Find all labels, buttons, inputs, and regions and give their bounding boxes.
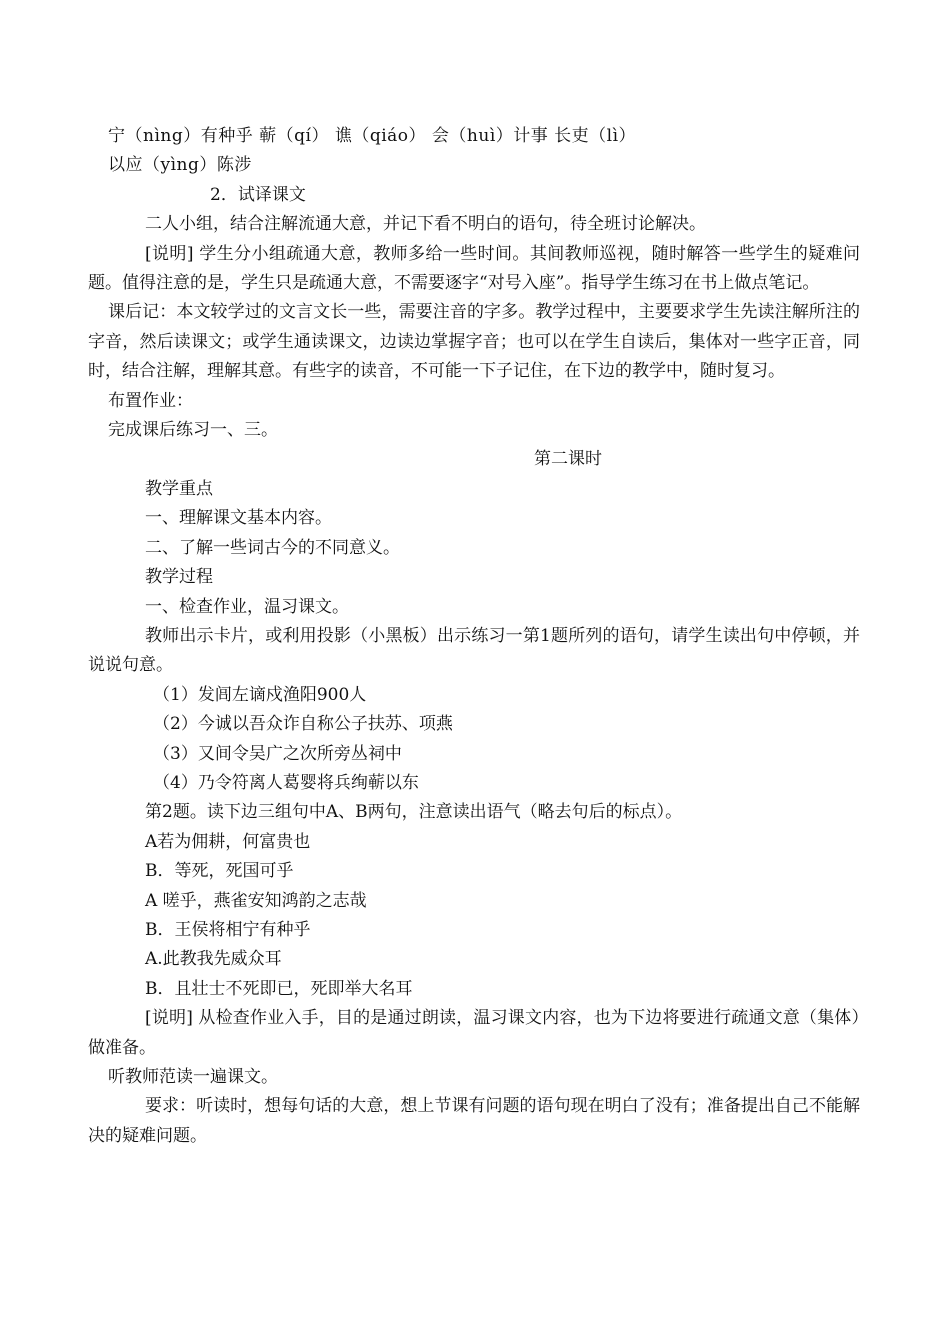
sentence-item-1: （1）发闾左谪戍渔阳900人 (153, 684, 367, 705)
sentence-pair-2b: B．王侯将相宁有种乎 (145, 919, 311, 940)
sentence-pair-2a: A 嗟乎，燕雀安知鸿韵之志哉 (145, 890, 367, 911)
lesson-title: 第二课时 (534, 449, 602, 470)
paragraph-exercise-1: 教师出示卡片，或利用投影（小黑板）出示练习一第1题所列的语句，请学生读出句中停顿，并说说句意。 (88, 625, 860, 676)
section-heading-translate: 2．试译课文 (210, 184, 306, 205)
sentence-item-3: （3）又间令吴广之次所旁丛祠中 (153, 743, 402, 764)
paragraph-requirements: 要求：听读时，想每句话的大意，想上节课有问题的语句现在明白了没有；准备提出自己不能解决的疑难问题。 (88, 1096, 860, 1146)
teaching-process-step-1: 一、检查作业，温习课文。 (145, 596, 349, 617)
sentence-item-4: （4）乃令符离人葛婴将兵绚蕲以东 (153, 772, 419, 793)
sentence-pair-1b: B．等死，死国可乎 (145, 861, 294, 882)
paragraph-note-2: [说明] 从检查作业入手，目的是通过朗读，温习课文内容，也为下边将要进行疏通文意（集体）做准备。 (88, 1008, 860, 1058)
teaching-process-heading: 教学过程 (145, 567, 213, 588)
listen-reading-line: 听教师范读一遍课文。 (108, 1067, 278, 1087)
paragraph-group-work: 二人小组，结合注解流通大意，并记下看不明白的语句，待全班讨论解决。 (145, 214, 706, 235)
homework-item: 完成课后练习一、三。 (108, 420, 278, 441)
pronunciation-line-2: 以应（yìng）陈涉 (108, 155, 252, 176)
teaching-focus-heading: 教学重点 (145, 478, 213, 499)
pronunciation-line-1: 宁（nìng）有种乎 蕲（qí） 谯（qiáo） 会（huì）计事 长吏（lì） (108, 126, 637, 146)
sentence-item-2: （2）今诚以吾众诈自称公子扶苏、项燕 (153, 714, 453, 735)
sentence-pair-1a: A若为佣耕，何富贵也 (145, 831, 311, 852)
sentence-pair-3b: B．且壮士不死即已，死即举大名耳 (145, 978, 413, 999)
teaching-focus-item-2: 二、了解一些词古今的不同意义。 (145, 537, 400, 558)
document-page (88, 122, 860, 1151)
teaching-focus-item-1: 一、理解课文基本内容。 (145, 508, 332, 529)
paragraph-after-class-notes: 课后记：本文较学过的文言文长一些，需要注音的字多。教学过程中，主要要求学生先读注解所注的字音，然后读课文；或学生通读课文，边读边掌握字音；也可以在学生自读后，集体对一些字正音，同时，结合注解，理解其意。有些字的读音，不可能一下子记住，在下边的教学中，随时复习。 (88, 302, 860, 382)
sentence-pair-3a: A.此教我先威众耳 (145, 949, 282, 970)
paragraph-note-1: [说明] 学生分小组疏通大意，教师多给一些时间。其间教师巡视，随时解答一些学生的疑难问题。值得注意的是，学生只是疏通大意，不需要逐字“对号入座”。指导学生练习在书上做点笔记。 (88, 243, 860, 294)
homework-heading: 布置作业： (108, 390, 193, 411)
exercise-2-instruction: 第2题。读下边三组句中A、B两句，注意读出语气（略去句后的标点）。 (145, 802, 683, 823)
